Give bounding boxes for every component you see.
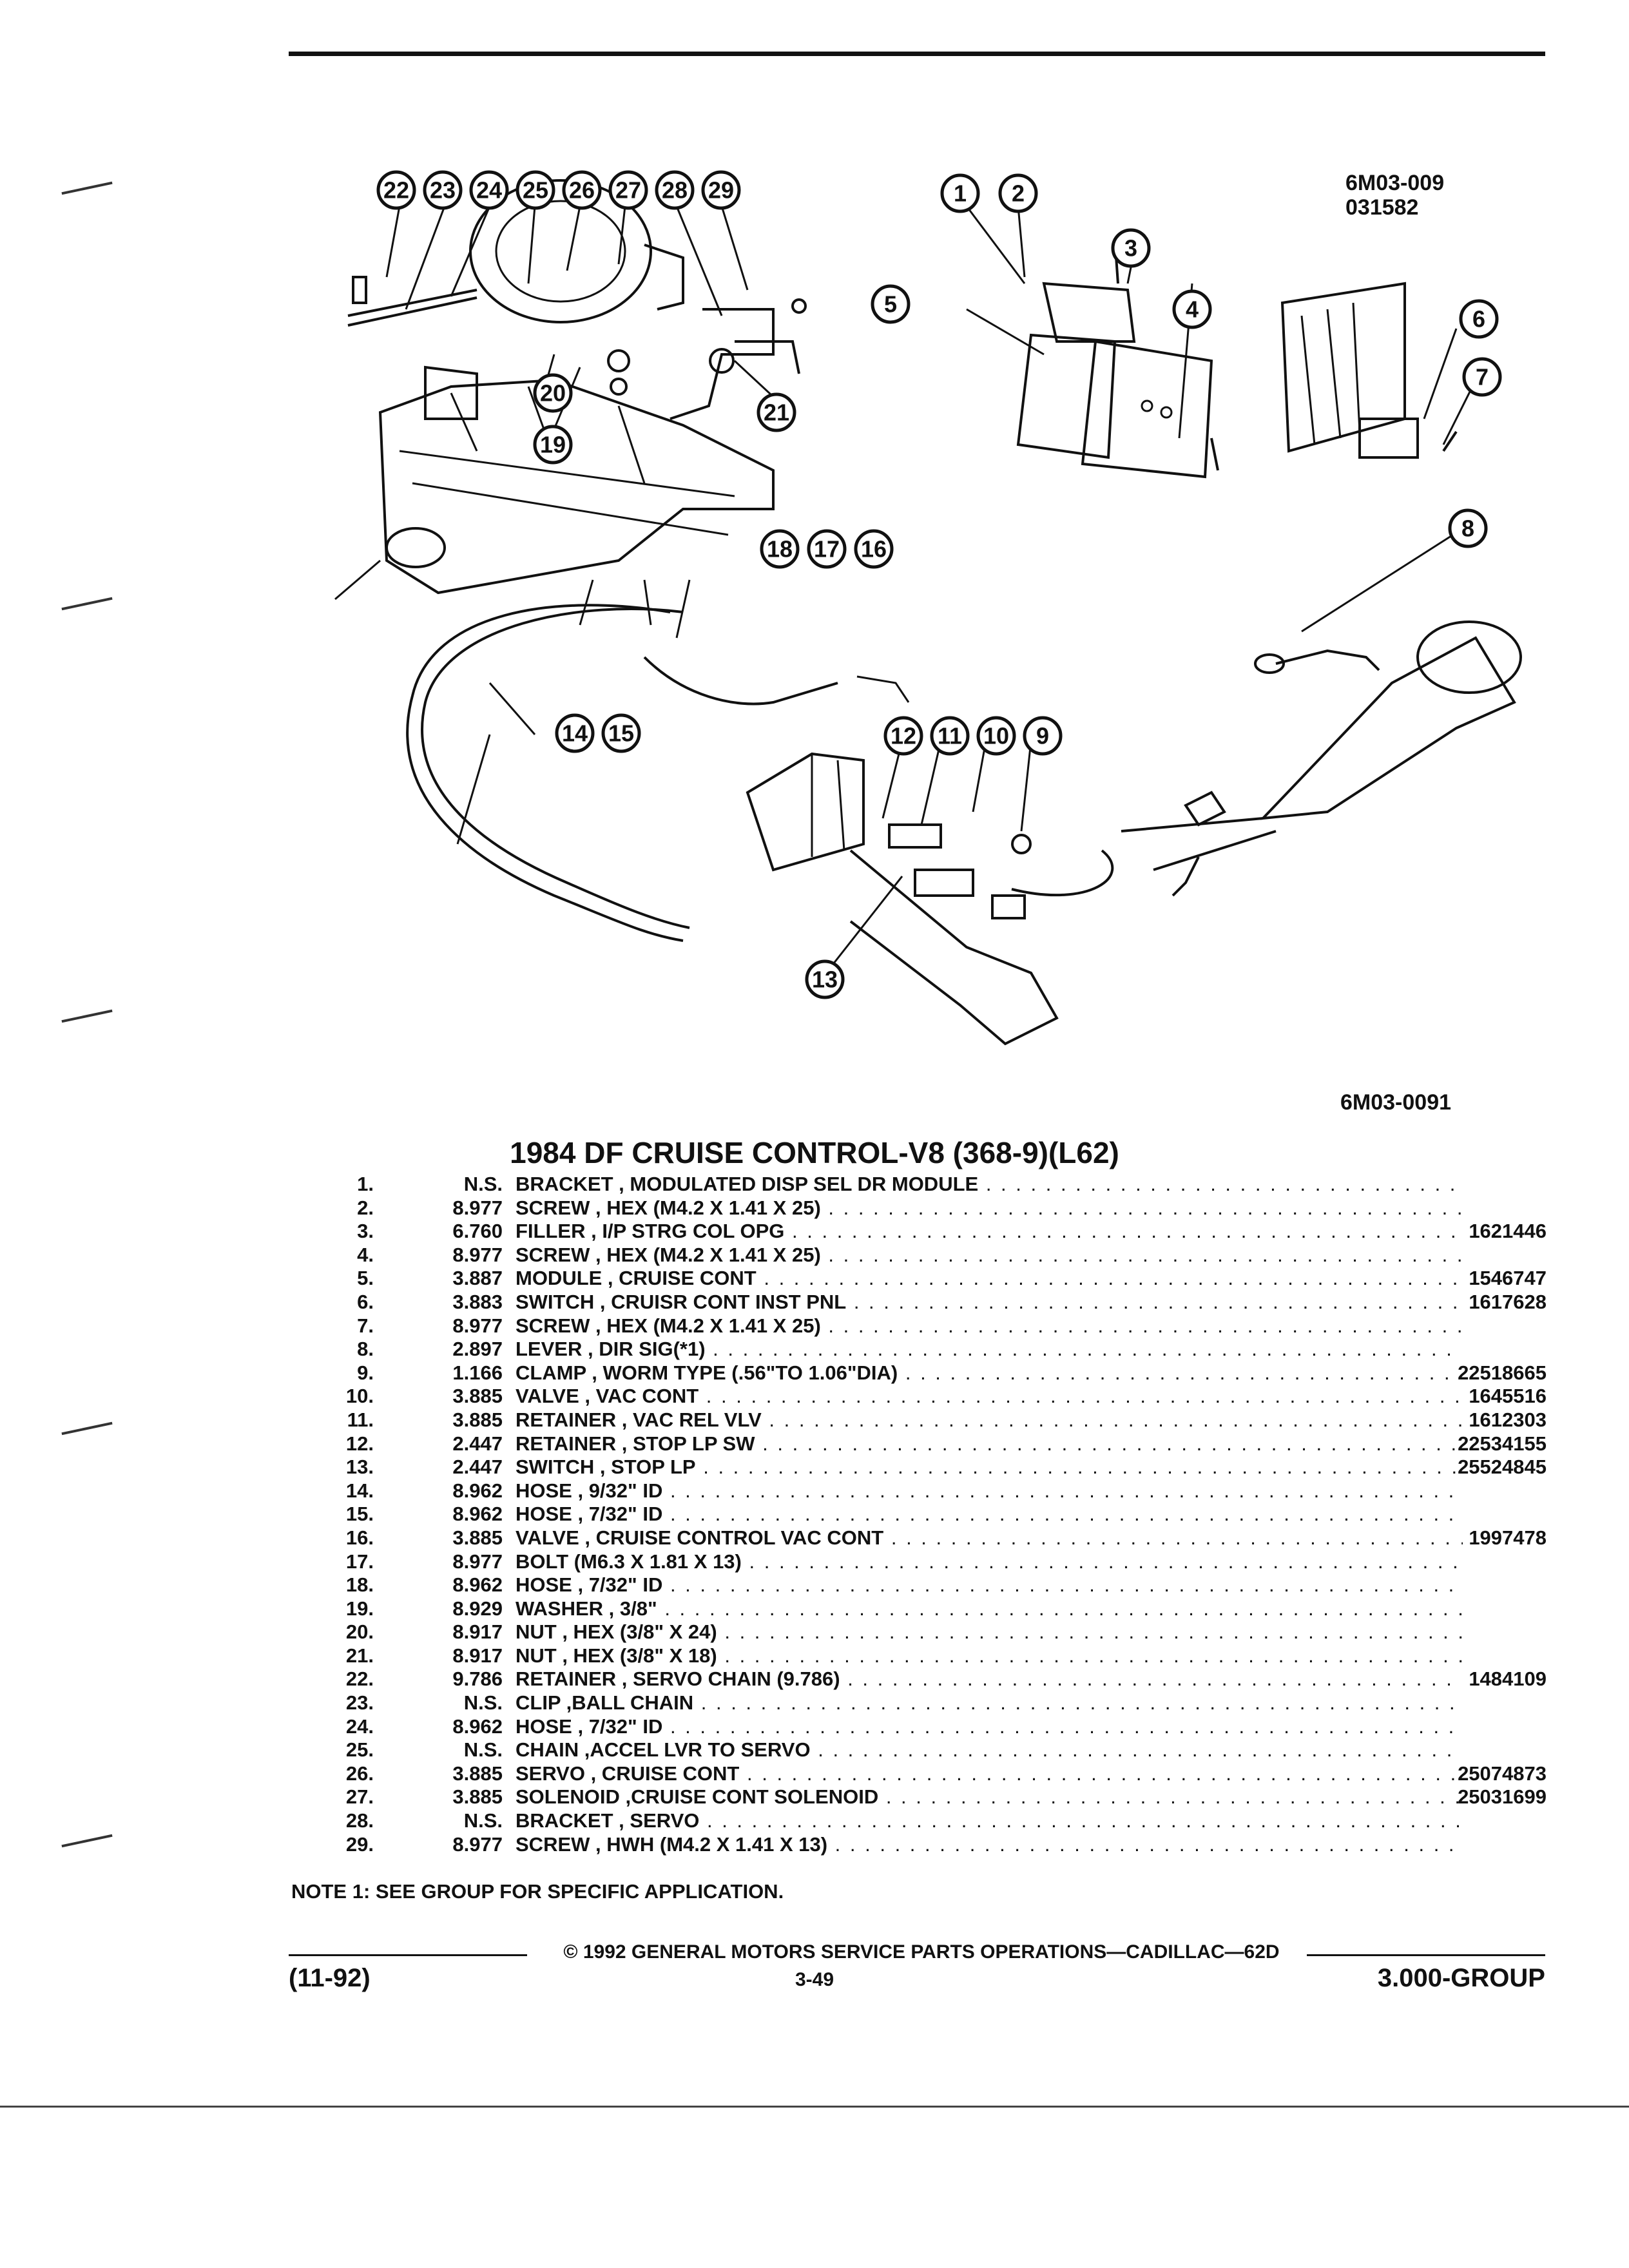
part-number: 25074873 (1458, 1762, 1547, 1785)
part-catalog-group: 8.917 (452, 1644, 503, 1667)
part-number: 1617628 (1469, 1290, 1547, 1313)
callout-7 (1464, 359, 1500, 395)
part-row (322, 1244, 1547, 1267)
svg-text:22: 22 (383, 177, 410, 204)
svg-text:16: 16 (860, 535, 887, 562)
part-row (322, 1456, 1547, 1479)
part-description: CHAIN ,ACCEL LVR TO SERVO . . . (516, 1738, 1463, 1762)
callout-8 (1450, 510, 1486, 546)
part-description: LEVER , DIR SIG(*1) . . . (516, 1338, 1463, 1361)
svg-text:23: 23 (429, 177, 456, 204)
callout-21 (758, 394, 795, 430)
svg-text:17: 17 (813, 535, 840, 562)
part-number-index: 11. (347, 1408, 374, 1431)
part-number-index: 12. (345, 1432, 374, 1455)
vacuum-hoses-drawing (407, 605, 1112, 941)
part-row (322, 1620, 1547, 1644)
part-number-index: 27. (345, 1785, 374, 1809)
part-row (322, 1785, 1547, 1809)
part-number-index: 25. (345, 1738, 374, 1762)
part-number-index: 26. (345, 1762, 374, 1785)
part-row (322, 1408, 1547, 1432)
footer-rule-left (289, 1954, 527, 1956)
part-number-index: 3. (357, 1220, 374, 1243)
callout-2 (1000, 175, 1036, 211)
callout-1 (942, 175, 978, 211)
svg-text:19: 19 (539, 431, 566, 458)
part-number: 25031699 (1458, 1785, 1547, 1809)
part-number-index: 20. (345, 1620, 374, 1644)
svg-text:25: 25 (522, 177, 549, 204)
part-row (322, 1809, 1547, 1833)
margin-mark (61, 597, 112, 611)
part-row (322, 1503, 1547, 1526)
part-row (322, 1691, 1547, 1715)
part-number-index: 21. (345, 1644, 374, 1667)
part-row (322, 1597, 1547, 1621)
page-title: 1984 DF CRUISE CONTROL-V8 (368-9)(L62) (510, 1136, 1119, 1169)
part-catalog-group: 3.885 (452, 1785, 503, 1809)
part-catalog-group: 9.786 (452, 1667, 503, 1691)
part-description: CLIP ,BALL CHAIN . . . (516, 1691, 1463, 1715)
part-number: 1546747 (1469, 1267, 1547, 1290)
part-catalog-group: 8.917 (452, 1620, 503, 1644)
drawing-code-line: 031582 (1345, 195, 1419, 220)
part-catalog-group: N.S. (463, 1173, 503, 1195)
callout-20 (535, 375, 571, 411)
callout-3 (1113, 230, 1149, 266)
footer-rule-right (1307, 1954, 1545, 1956)
part-description: CLAMP , WORM TYPE (.56"TO 1.06"DIA) . . . (516, 1361, 1463, 1385)
top-rule (289, 52, 1545, 56)
svg-text:3: 3 (1124, 235, 1138, 262)
svg-text:26: 26 (568, 177, 595, 204)
part-number-index: 9. (357, 1361, 374, 1384)
part-number: 22518665 (1458, 1361, 1547, 1384)
part-row (322, 1550, 1547, 1574)
margin-mark (61, 1834, 112, 1848)
svg-text:13: 13 (811, 966, 838, 993)
part-catalog-group: 1.166 (452, 1361, 503, 1384)
part-catalog-group: 8.929 (452, 1597, 503, 1620)
footer-copyright: © 1992 GENERAL MOTORS SERVICE PARTS OPERATIONS—CADILLAC—62D (563, 1941, 1280, 1963)
part-number-index: 16. (345, 1526, 374, 1549)
part-description: SCREW , HEX (M4.2 X 1.41 X 25) . . . (516, 1196, 1463, 1220)
part-catalog-group: 8.962 (452, 1715, 503, 1738)
part-description: SCREW , HEX (M4.2 X 1.41 X 25) . . . (516, 1244, 1463, 1267)
callout-14 (557, 715, 593, 751)
part-number-index: 4. (357, 1243, 374, 1266)
part-description: SWITCH , CRUISR CONT INST PNL . . . (516, 1291, 1463, 1314)
part-description: HOSE , 9/32" ID . . . (516, 1479, 1463, 1503)
part-number-index: 1. (357, 1173, 374, 1195)
part-description: BOLT (M6.3 X 1.81 X 13) . . . (516, 1550, 1463, 1574)
part-row (322, 1361, 1547, 1385)
part-catalog-group: 8.977 (452, 1314, 503, 1337)
part-catalog-group: N.S. (463, 1691, 503, 1715)
part-row (322, 1338, 1547, 1361)
margin-mark (61, 1422, 112, 1436)
part-number: 1645516 (1469, 1385, 1547, 1408)
part-number-index: 18. (345, 1573, 374, 1597)
part-row (322, 1738, 1547, 1762)
part-description: BRACKET , SERVO . . . (516, 1809, 1463, 1833)
callout-6 (1461, 301, 1497, 337)
part-catalog-group: 3.885 (452, 1762, 503, 1785)
part-number-index: 19. (345, 1597, 374, 1620)
svg-text:5: 5 (883, 291, 898, 318)
part-description: SCREW , HWH (M4.2 X 1.41 X 13) . . . (516, 1833, 1463, 1857)
part-catalog-group: 3.885 (452, 1385, 503, 1408)
drawing-code-line: 6M03-009 (1345, 171, 1445, 195)
part-description: VALVE , VAC CONT . . . (516, 1385, 1463, 1408)
callout-15 (603, 715, 639, 751)
part-number-index: 28. (345, 1809, 374, 1832)
callout-5 (872, 286, 909, 322)
margin-mark (61, 182, 112, 195)
exploded-parts-diagram (284, 148, 1547, 1082)
part-number-index: 15. (345, 1503, 374, 1526)
part-catalog-group: N.S. (463, 1809, 503, 1832)
steering-column-drawing (1121, 622, 1521, 896)
svg-text:29: 29 (708, 177, 735, 204)
svg-text:7: 7 (1475, 363, 1489, 390)
part-description: SWITCH , STOP LP . . . (516, 1456, 1463, 1479)
part-number-index: 14. (345, 1479, 374, 1502)
svg-text:15: 15 (608, 720, 635, 747)
callout-13 (807, 961, 843, 997)
callout-18 (762, 531, 798, 567)
callout-27 (610, 172, 646, 208)
svg-text:24: 24 (476, 177, 503, 204)
part-row (322, 1314, 1547, 1338)
part-row (322, 1385, 1547, 1408)
part-catalog-group: 6.760 (452, 1220, 503, 1243)
part-row (322, 1667, 1547, 1691)
part-catalog-group: N.S. (463, 1738, 503, 1762)
callout-19 (535, 427, 571, 463)
part-number-index: 23. (345, 1691, 374, 1715)
part-number: 25524845 (1458, 1456, 1547, 1479)
leader-lines (387, 206, 1476, 966)
part-row (322, 1644, 1547, 1668)
callout-23 (425, 172, 461, 208)
svg-text:27: 27 (615, 177, 642, 204)
cruise-module-drawing (1018, 238, 1218, 477)
part-catalog-group: 3.883 (452, 1290, 503, 1313)
part-catalog-group: 8.962 (452, 1479, 503, 1502)
svg-text:4: 4 (1185, 296, 1199, 323)
footer-group: 3.000-GROUP (1377, 1964, 1545, 1992)
part-number-index: 29. (345, 1832, 374, 1856)
part-number: 1484109 (1469, 1667, 1547, 1691)
part-description: MODULE , CRUISE CONT . . . (516, 1267, 1463, 1291)
instrument-panel-drawing (1282, 284, 1456, 457)
part-description: SCREW , HEX (M4.2 X 1.41 X 25) . . . (516, 1314, 1463, 1338)
part-number-index: 8. (357, 1338, 374, 1361)
part-catalog-group: 2.447 (452, 1432, 503, 1455)
callout-9 (1025, 718, 1061, 754)
callout-10 (978, 718, 1014, 754)
part-number-index: 13. (345, 1456, 374, 1479)
svg-text:9: 9 (1036, 722, 1050, 749)
part-number-index: 10. (345, 1385, 374, 1408)
note-text: NOTE 1: SEE GROUP FOR SPECIFIC APPLICATION. (291, 1880, 784, 1903)
part-number: 1612303 (1469, 1408, 1547, 1431)
part-description: HOSE , 7/32" ID . . . (516, 1573, 1463, 1597)
part-description: RETAINER , STOP LP SW . . . (516, 1432, 1463, 1456)
part-row (322, 1715, 1547, 1739)
part-catalog-group: 3.887 (452, 1267, 503, 1290)
part-description: NUT , HEX (3/8" X 18) . . . (516, 1644, 1463, 1668)
svg-text:20: 20 (539, 380, 566, 407)
svg-text:12: 12 (890, 722, 917, 749)
callout-22 (378, 172, 414, 208)
part-number: 22534155 (1458, 1432, 1547, 1455)
part-description: SERVO , CRUISE CONT . . . (516, 1762, 1463, 1786)
part-description: WASHER , 3/8" . . . (516, 1597, 1463, 1621)
callout-12 (885, 718, 921, 754)
callout-28 (657, 172, 693, 208)
part-number-index: 6. (357, 1290, 374, 1313)
part-row (322, 1833, 1547, 1857)
part-row (322, 1291, 1547, 1314)
part-description: RETAINER , SERVO CHAIN (9.786) . . . (516, 1667, 1463, 1691)
svg-text:18: 18 (766, 535, 793, 562)
part-row (322, 1267, 1547, 1291)
part-number-index: 2. (357, 1196, 374, 1219)
part-number-index: 7. (357, 1314, 374, 1337)
part-description: VALVE , CRUISE CONTROL VAC CONT . . . (516, 1526, 1463, 1550)
part-number-index: 22. (345, 1667, 374, 1691)
part-description: BRACKET , MODULATED DISP SEL DR MODULE . . . (516, 1173, 1463, 1196)
part-catalog-group: 8.962 (452, 1503, 503, 1526)
part-description: HOSE , 7/32" ID . . . (516, 1503, 1463, 1526)
part-row (322, 1479, 1547, 1503)
svg-text:21: 21 (763, 399, 790, 426)
callout-29 (703, 172, 739, 208)
part-number-index: 17. (345, 1550, 374, 1573)
part-catalog-group: 8.977 (452, 1550, 503, 1573)
part-description: HOSE , 7/32" ID . . . (516, 1715, 1463, 1739)
part-number-index: 5. (357, 1267, 374, 1290)
part-number: 1621446 (1469, 1220, 1547, 1243)
bottom-rule (0, 2106, 1629, 2108)
part-catalog-group: 8.962 (452, 1573, 503, 1597)
svg-text:2: 2 (1011, 180, 1025, 207)
part-catalog-group: 8.977 (452, 1196, 503, 1219)
part-number-index: 24. (345, 1715, 374, 1738)
callout-25 (517, 172, 554, 208)
callout-16 (856, 531, 892, 567)
footer-date: (11-92) (289, 1964, 371, 1992)
part-catalog-group: 8.977 (452, 1243, 503, 1266)
svg-text:8: 8 (1461, 515, 1475, 542)
footer-page-number: 3-49 (795, 1969, 834, 1990)
part-row (322, 1196, 1547, 1220)
margin-mark (61, 1010, 112, 1023)
drawing-code-bottom: 6M03-0091 (1340, 1090, 1452, 1115)
svg-text:28: 28 (661, 177, 688, 204)
part-description: NUT , HEX (3/8" X 24) . . . (516, 1620, 1463, 1644)
part-row (322, 1220, 1547, 1244)
svg-text:6: 6 (1472, 305, 1486, 332)
callout-24 (471, 172, 507, 208)
part-description: RETAINER , VAC REL VLV . . . (516, 1408, 1463, 1432)
part-row (322, 1762, 1547, 1786)
brake-pedal-drawing (747, 754, 1057, 1044)
callout-4 (1174, 291, 1210, 327)
callout-26 (564, 172, 600, 208)
part-row (322, 1173, 1547, 1196)
part-row (322, 1573, 1547, 1597)
svg-text:11: 11 (937, 722, 963, 749)
part-catalog-group: 3.885 (452, 1526, 503, 1549)
part-number: 1997478 (1469, 1526, 1547, 1549)
callout-17 (809, 531, 845, 567)
part-row (322, 1526, 1547, 1550)
svg-text:14: 14 (561, 720, 588, 747)
part-catalog-group: 8.977 (452, 1832, 503, 1856)
part-description: FILLER , I/P STRG COL OPG . . . (516, 1220, 1463, 1244)
part-catalog-group: 3.885 (452, 1408, 503, 1431)
svg-text:10: 10 (983, 722, 1010, 749)
part-row (322, 1432, 1547, 1456)
part-description: SOLENOID ,CRUISE CONT SOLENOID . . . (516, 1785, 1463, 1809)
part-catalog-group: 2.447 (452, 1456, 503, 1479)
callout-11 (932, 718, 968, 754)
svg-text:1: 1 (953, 180, 967, 207)
part-catalog-group: 2.897 (452, 1338, 503, 1361)
parts-list (322, 1173, 1547, 1856)
